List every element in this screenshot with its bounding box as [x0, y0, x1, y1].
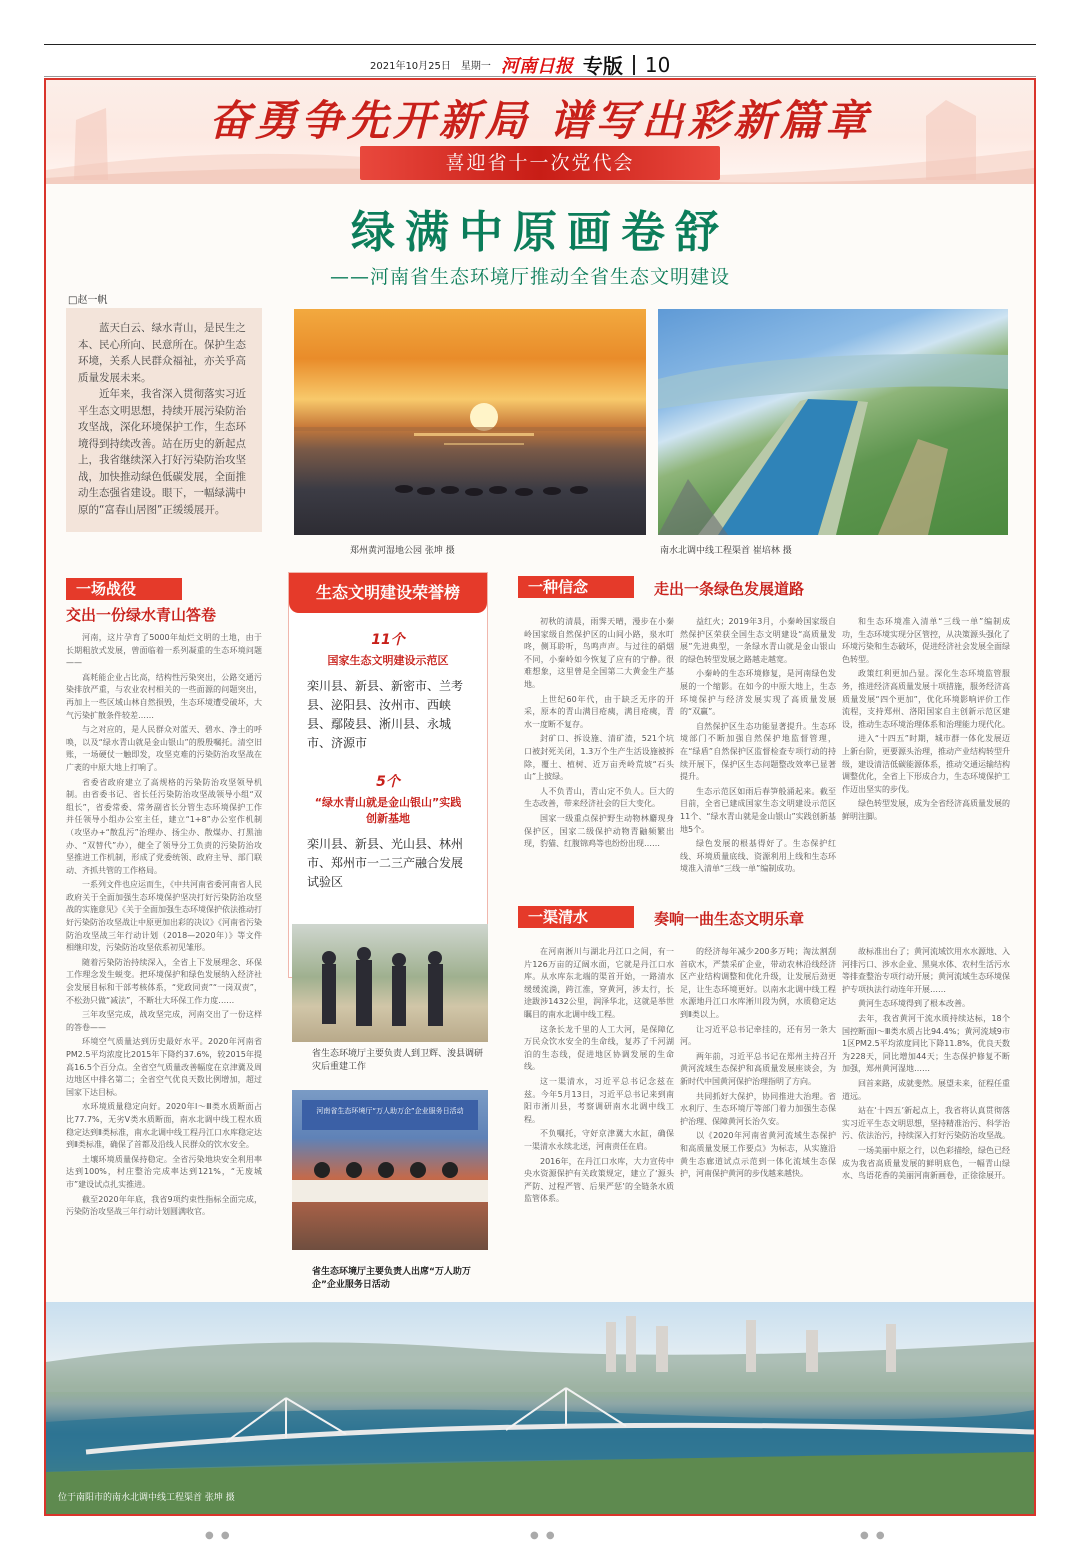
paragraph: 一系列文件也应运而生，《中共河南省委河南省人民政府关于全面加强生态环境保护坚决打好污染防治攻坚战的实施意见》《关于全面加强生态环境保护依法推动打好污染防治攻坚战让中原更加出彩的决议》《河南省污染防治攻坚战三年行动计划（2018—2020年）》等文件相继印发，污染防治攻坚依系初见雏形。: [66, 880, 262, 953]
divider: [633, 55, 635, 75]
honors-box: [288, 572, 488, 978]
section3-column-2: [680, 946, 836, 1286]
top-rule: [44, 44, 1036, 45]
page-number: 10: [644, 52, 671, 77]
section-tag-water: 一渠清水: [518, 906, 634, 928]
photo-caption: 省生态环境厅主要负责人出席“万人助万企”企业服务日活动: [312, 1267, 471, 1290]
section-title-belief: 走出一条绿色发展道路: [654, 580, 805, 598]
section-tag-belief: 一种信念: [518, 576, 634, 598]
paragraph: 这条长龙千里的人工大河，是保障亿万民众饮水安全的生命线，复苏了千河湖泊的生态线，促进地区协调发展的生命线。: [524, 1024, 674, 1072]
paragraph: 高耗能企业占比高，结构性污染突出，公路交通污染排放严重，与农业农村相关的一些面源的问题突出，再加上一些区域山林自然损毁，生态环境遭受破坏，大气污染扩散条件较差……: [66, 672, 262, 720]
section-tag-battle: 一场战役: [66, 578, 182, 600]
photo-yellow-river-wetland: [294, 309, 646, 535]
paragraph: 生态示范区如雨后春笋般涌起来。截至目前，全省已建成国家生态文明建设示范区11个、“绿水青山就是金山银山”实践创新基地5个。: [680, 786, 836, 834]
paragraph: 故标准出台了；黄河流域饮用水水源地、入河排污口、涉水企业、黑臭水体、农村生活污水等排查整治专项行动开展；黄河流域生态环境保护专项执法行动连年开展……: [842, 947, 1010, 994]
paragraph: 初秋的清晨，雨霁天晴，漫步在小秦岭国家级自然保护区的山间小路，泉水叮咚，侧耳聆听，鸟鸣声声。与过往的硝烟不同，小秦岭如今恢复了应有的宁静。很难想象，这里曾是全国第二大黄金生产基地。: [524, 617, 674, 689]
honors-count: 11个: [371, 632, 405, 648]
pager-dots-left[interactable]: ● ●: [205, 1530, 232, 1541]
intro-paragraph: 近年来，我省深入贯彻落实习近平生态文明思想，持续开展污染防治攻坚战，深化环境保护工作，生态环境得到持续改善。站在历史的新起点上，我省继续深入打好污染防治攻坚战，加快推动绿色低碳发展，全面推动生态强省建设。眼下，一幅绿满中原的“富春山居图”正缓缓展开。: [78, 388, 246, 516]
paragraph: 和生态环境准入清单“三线一单”编制成功，生态环境实现分区管控，从决策源头强化了环境污染和生态破坏，促进经济社会发展全面绿色转型。: [842, 617, 1010, 664]
sunset-illustration: [294, 309, 646, 535]
paragraph: 两年前，习近平总书记在郑州主持召开黄河流域生态保护和高质量发展座谈会，为新时代中国黄河保护治理指明了方向。: [680, 1051, 836, 1086]
issue-weekday: 星期一: [460, 61, 491, 72]
paragraph: 上世纪60年代，由于缺乏无序的开采，原本的青山满目疮痍，满目疮痍，青水一度断不复存。: [524, 694, 674, 729]
paragraph: 让习近平总书记牵挂的，还有另一条大河。: [680, 1024, 836, 1047]
newspaper-name: 河南日报: [500, 55, 573, 77]
photo-canal-headworks: [46, 1302, 1034, 1514]
photo-caption: 省生态环境厅主要负责人到卫辉、浚县调研灾后重建工作: [312, 1049, 484, 1072]
paragraph: 小秦岭的生态环境修复，是河南绿色发展的一个缩影。在如今的中原大地上，生态环境保护与经济发展实现了高质量发展的“双赢”。: [680, 669, 836, 717]
paragraph: 不负嘱托，守好京津冀大水缸，确保一渠清水永续北送，河南责任在肩。: [524, 1129, 674, 1151]
pager-dots-right[interactable]: ● ●: [860, 1530, 887, 1541]
photo-south-north-canal: [658, 309, 1008, 535]
section2-column-3: [842, 616, 1010, 890]
paragraph: 三年攻坚完成，战攻坚完成，河南交出了一份这样的答卷——: [66, 1010, 262, 1032]
paragraph: 封矿口、拆设施、清矿渣，521个坑口被封死关闭，1.3万个生产生活设施被拆除，覆土、植树、近万亩秃岭荒坡“石头山”上披绿。: [524, 734, 674, 782]
top-rule-2: [44, 76, 1036, 77]
paragraph: 截至2020年年底，我省9项约束性指标全面完成，污染防治攻坚战三年行动计划圆满收官。: [66, 1194, 262, 1217]
masthead: [370, 50, 670, 79]
honors-names: 栾川县、新县、光山县、林州市、郑州市一二三产融合发展试验区: [307, 837, 464, 889]
section2-column-1: [524, 616, 674, 890]
section2-column-2: [680, 616, 836, 890]
meeting-banner-text: 河南省生态环境厅“万人助万企”企业服务日活动: [316, 1107, 464, 1115]
paragraph: 在河南淅川与湖北丹江口之间，有一片126万亩的辽阔水面，它就是丹江口水库。从水库东北端的渠首开始，一路清水缓缓流淌，跨江淮，穿黄河，涉太行，长途跋涉1432公里，润泽华北，这就是举世瞩目的南水北调中线工程。: [524, 947, 674, 1019]
honors-names: 栾川县、新县、新密市、兰考县、泌阳县、汝州市、西峡县、鄢陵县、淅川县、永城市、济源市: [307, 679, 464, 750]
paragraph: 随着污染防治持续深入，全省上下发展理念、环保工作理念发生蜕变。把环境保护和绿色发展纳入经济社会发展目标和干部考核体系，“党政同责”“一岗双责”，不松劲只做“减法”，不断壮大环保工作力度……: [66, 957, 262, 1005]
banner-ribbon: 喜迎省十一次党代会: [360, 146, 720, 180]
paragraph: 的经济每年减少200多万吨；淘汰割刮首砍木，严禁采矿企业，带动农林沿线经济区产业结构调整和优化升级，让发展后劲更足，让生态环境更好。以南水北调中线工程水源地丹江口水库淅川段为例，水质稳定达到Ⅱ类以上。: [680, 947, 836, 1019]
paragraph: 水环境质量稳定向好。2020年Ⅰ～Ⅲ类水质断面占比77.7%，无劣Ⅴ类水质断面，南水北调中线工程水质稳定达到Ⅱ类标准，南水北调中线工程丹江口水库稳定达到Ⅱ类标准，确保了首都及沿线人民群众的饮水安全。: [66, 1102, 262, 1150]
intro-box: [66, 308, 262, 532]
honors-title: 生态文明建设荣誉榜: [289, 573, 487, 613]
intro-paragraph: 蓝天白云、绿水青山，是民生之本、民心所向、民意所在。保护生态环境，关系人民群众福祉，亦关乎高质量发展未来。: [78, 322, 246, 384]
photo-inspection: [292, 924, 488, 1042]
paragraph: 一场美丽中原之行，以色彩描绘，绿色已经成为我省高质量发展的鲜明底色，一幅青山绿水、鸟语花香的美丽河南新画卷，正徐徐展开。: [842, 1145, 1010, 1181]
photo-caption: 南水北调中线工程渠首 崔培林 摄: [660, 546, 792, 556]
canal-illustration: [658, 309, 1008, 535]
section3-column-1: [524, 946, 674, 1286]
paragraph: 土壤环境质量保持稳定。全省污染地块安全利用率达到100%，村庄整治完成率达到121%，“无废城市”建设试点扎实推进。: [66, 1154, 262, 1189]
paragraph: 绿色转型发展，成为全省经济高质量发展的鲜明注脚。: [842, 799, 1010, 821]
photo-meeting: [292, 1090, 488, 1250]
pager-dots-middle[interactable]: ● ●: [530, 1530, 557, 1541]
article-byline: □赵一帆: [68, 295, 108, 306]
paragraph: 自然保护区生态功能显著提升。生态环境部门不断加强自然保护地监督管理，在“绿盾”自然保护区监督检查专项行动的持续开展下，保护区生态问题整改效率已显著提升。: [680, 721, 836, 782]
paragraph: 绿色发展的根基得好了。生态保护红线、环境质量底线、资源利用上线和生态环境准入清单“三线一单”编制成功。: [680, 839, 836, 874]
honors-count: 5个: [376, 774, 400, 790]
section-title-water: 奏响一曲生态文明乐章: [654, 910, 805, 928]
photo-caption: 位于南阳市的南水北调中线工程渠首 张坤 摄: [58, 1493, 235, 1503]
paragraph: 省委省政府建立了高规格的污染防治攻坚领导机制。由省委书记、省长任污染防治攻坚战领导小组“双组长”，省委常委、常务副省长分管生态环境保护工作并任领导小组办公室主任，建立“1+8”办公室作机制（攻坚办+“散乱污”治理办、扬尘办、散煤办、打黑油办、“双替代”办），健全了领导分工负责的污染防治攻坚推进工作机制，形成了党委统领、政府主导、部门联动、齐抓共管的工作格局。: [66, 777, 262, 875]
paragraph: 河南，这片孕育了5000年灿烂文明的土地，由于长期粗放式发展，曾面临着一系列凝重的生态环境问题——: [66, 633, 262, 668]
section3-column-3: [842, 946, 1010, 1286]
article-headline: 绿满中原画卷舒: [351, 207, 729, 258]
article-subhead: ——河南省生态环境厅推动全省生态文明建设: [330, 266, 731, 288]
honors-label: 国家生态文明建设示范区: [327, 654, 449, 667]
paragraph: 政策红利更加凸显。深化生态环境监管服务，推进经济高质量发展十项措施，服务经济高质量发展“四个更加”，优化环境影响评价工作流程，支持郑州、洛阳国家自主创新示范区建设，推动生态环境治理体系和治理能力现代化。: [842, 669, 1010, 729]
paragraph: 站在‘十四五’新起点上，我省将认真贯彻落实习近平生态文明思想，坚持精准治污、科学治污、依法治污，持续深入打好污染防治攻坚战。: [842, 1106, 1010, 1141]
section1-column: [66, 632, 262, 1297]
paragraph: 进入“十四五”时期，城市群一体化发展迈上新台阶，更要源头治理，推动产业结构转型升级，建设清洁低碳能源体系，推动交通运输结构调整优化，全省上下形成合力，生态环境保护工作迈出坚实的步伐。: [842, 734, 1010, 794]
honors-label: “绿水青山就是金山银山”实践创新基地: [314, 796, 462, 825]
paragraph: 黄河生态环境得到了根本改善。: [858, 999, 970, 1009]
paragraph: 这一渠清水，习近平总书记念兹在兹。今年5月13日，习近平总书记来到南阳市淅川县，考察调研南水北调中线工程。: [524, 1076, 674, 1124]
photo-caption: 郑州黄河湿地公园 张坤 摄: [350, 546, 455, 556]
paragraph: 与之对应的，是人民群众对蓝天、碧水、净土的呼唤，以及“绿水青山就是金山银山”的殷殷嘱托。清空旧账，一场硬仗一触即发，攻坚克难的污染防治攻坚战在广袤的中原大地上打响了。: [66, 725, 262, 772]
paragraph: 共同抓好大保护，协同推进大治理。省水利厅、生态环境厅等部门着力加强生态保护治理、保障黄河长治久安。: [680, 1091, 836, 1126]
paragraph: 益红火；2019年3月，小秦岭国家级自然保护区荣获全国生态文明建设“高质量发展”先进典型，一条绿水青山就是金山银山的绿色转型发展之路越走越宽。: [680, 617, 836, 664]
paragraph: 人不负青山，青山定不负人。巨大的生态改善，带来经济社会的巨大变化。: [524, 786, 674, 809]
banner-slogan: 奋勇争先开新局 谱写出彩新篇章: [208, 96, 872, 145]
river-bridge-illustration: [46, 1302, 1034, 1514]
paragraph: 国家一级重点保护野生动物林麝现身保护区，国家二级保护动物青鼬频繁出现，豹猫、红腹锦鸡等也纷纷出现……: [524, 813, 674, 849]
section-title-battle: 交出一份绿水青山答卷: [66, 606, 217, 624]
people-illustration: [292, 924, 488, 1042]
paragraph: 环境空气质量达到历史最好水平。2020年河南省PM2.5平均浓度比2015年下降约37.6%，较2015年提高16.5个百分点。全省空气质量改善幅度在京津冀及周边地区中排名第二；全省空气优良天数比例增加，超过国家下达目标。: [66, 1037, 262, 1097]
paragraph: 去年，我省黄河干流水质持续达标，18个国控断面Ⅰ～Ⅲ类水质占比94.4%；黄河流域9市1区PM2.5平均浓度同比下降11.8%，优良天数为228天，同比增加44天；生态保护修复不断加强，郑州黄河湿地……: [842, 1013, 1010, 1074]
paragraph: 2016年，在丹江口水库，大力宣传中央水资源保护有关政策规定，建立了‘源头严防、过程严管、后果严惩’的全链条水质监管体系。: [524, 1156, 674, 1204]
paragraph: 回首来路，成就斐然。展望未来，征程任重道远。: [842, 1078, 1010, 1101]
paragraph: 以《2020年河南省黄河流域生态保护和高质量发展工作要点》为标志，从实施沿黄生态廊道试点示范到一体化流域生态保护，河南保护黄河的步伐越来越快。: [680, 1131, 836, 1179]
section-name: 专版: [582, 54, 623, 78]
issue-date: 2021年10月25日: [370, 61, 451, 72]
